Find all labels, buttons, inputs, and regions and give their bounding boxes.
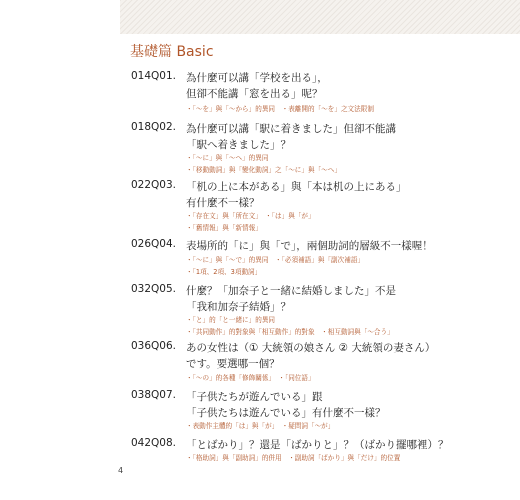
topic-note: ・「舊情報」與「新情報」 [186, 224, 262, 232]
question-id[interactable]: Q07. [151, 389, 176, 401]
question-line: 為什麼可以講「学校を出る」， [186, 72, 328, 84]
question-line: 「机の上に本がある」與「本は机の上にある」 [186, 181, 407, 193]
page-ref: 014 [131, 70, 152, 82]
question-line: です。要選哪一個？ [186, 358, 280, 370]
topic-note: ・「～を」與「～から」的異同 ・表離開的「～を」之文法限制 [186, 105, 374, 113]
topic-note: ・「存在文」與「所在文」 ・「は」與「が」 [186, 212, 315, 220]
question-line: 「とばかり」？還是「ばかりと」？（ばかり擺哪裡）？ [186, 439, 449, 451]
page-ref: 018 [131, 121, 152, 133]
topic-note: ・表動作主體的「は」與「が」 ・疑問詞「～が」 [186, 422, 335, 430]
page-ref: 036 [131, 340, 152, 352]
topic-note: ・「1項、2項、3項動詞」 [186, 268, 262, 276]
question-id[interactable]: Q01. [151, 70, 176, 82]
page-ref: 038 [131, 389, 152, 401]
topic-note: ・「～に」與「～へ」的異同 [186, 154, 269, 162]
topic-note: ・「移動動詞」與「變化動詞」之「～に」與「～へ」 [186, 166, 341, 174]
question-id[interactable]: Q03. [151, 179, 176, 191]
page-number: 4 [118, 466, 124, 475]
page-ref: 022 [131, 179, 152, 191]
question-line: 表場所的「に」與「で」，兩個助詞的層級不一樣喔！ [186, 240, 433, 252]
topic-note: ・「共同動作」的對象與「相互動作」的對象 ・相互動詞與「～合う」 [186, 328, 394, 336]
question-line: あの女性は（① 大統領の娘さん ② 大統領の妻さん） [186, 342, 436, 354]
page-ref: 032 [131, 283, 152, 295]
question-id[interactable]: Q08. [151, 437, 176, 449]
question-line: 但卻不能講「窓を出る」呢？ [186, 88, 323, 100]
question-line: 「子供たちが遊んでいる」跟 [186, 391, 323, 403]
page-ref: 042 [131, 437, 152, 449]
question-id[interactable]: Q02. [151, 121, 176, 133]
question-id[interactable]: Q06. [151, 340, 176, 352]
question-line: 「駅へ着きました」？ [186, 139, 291, 151]
topic-note: ・「～に」與「～で」的異同 ・「必須補語」與「副次補語」 [186, 256, 365, 264]
question-line: 什麼？「加奈子と一緒に結婚しました」不是 [186, 285, 396, 297]
question-line: 為什麼可以講「駅に着きました」但卻不能講 [186, 123, 396, 135]
topic-note: ・「格助詞」與「副助詞」的併用 ・副助詞「ばかり」與「だけ」的位置 [186, 454, 401, 462]
question-id[interactable]: Q05. [151, 283, 176, 295]
question-line: 有什麼不一樣？ [186, 197, 260, 209]
page-ref: 026 [131, 238, 152, 250]
section-title: 基礎篇 Basic [130, 44, 214, 60]
topic-note: ・「と」的「と一緒に」的異同 [186, 316, 276, 324]
question-line: 「我和加奈子結婚」？ [186, 301, 291, 313]
question-id[interactable]: Q04. [151, 238, 176, 250]
topic-note: ・「～の」的各種「修飾關係」 ・「同位語」 [186, 374, 315, 382]
question-line: 「子供たちは遊んでいる」有什麼不一樣？ [186, 407, 386, 419]
